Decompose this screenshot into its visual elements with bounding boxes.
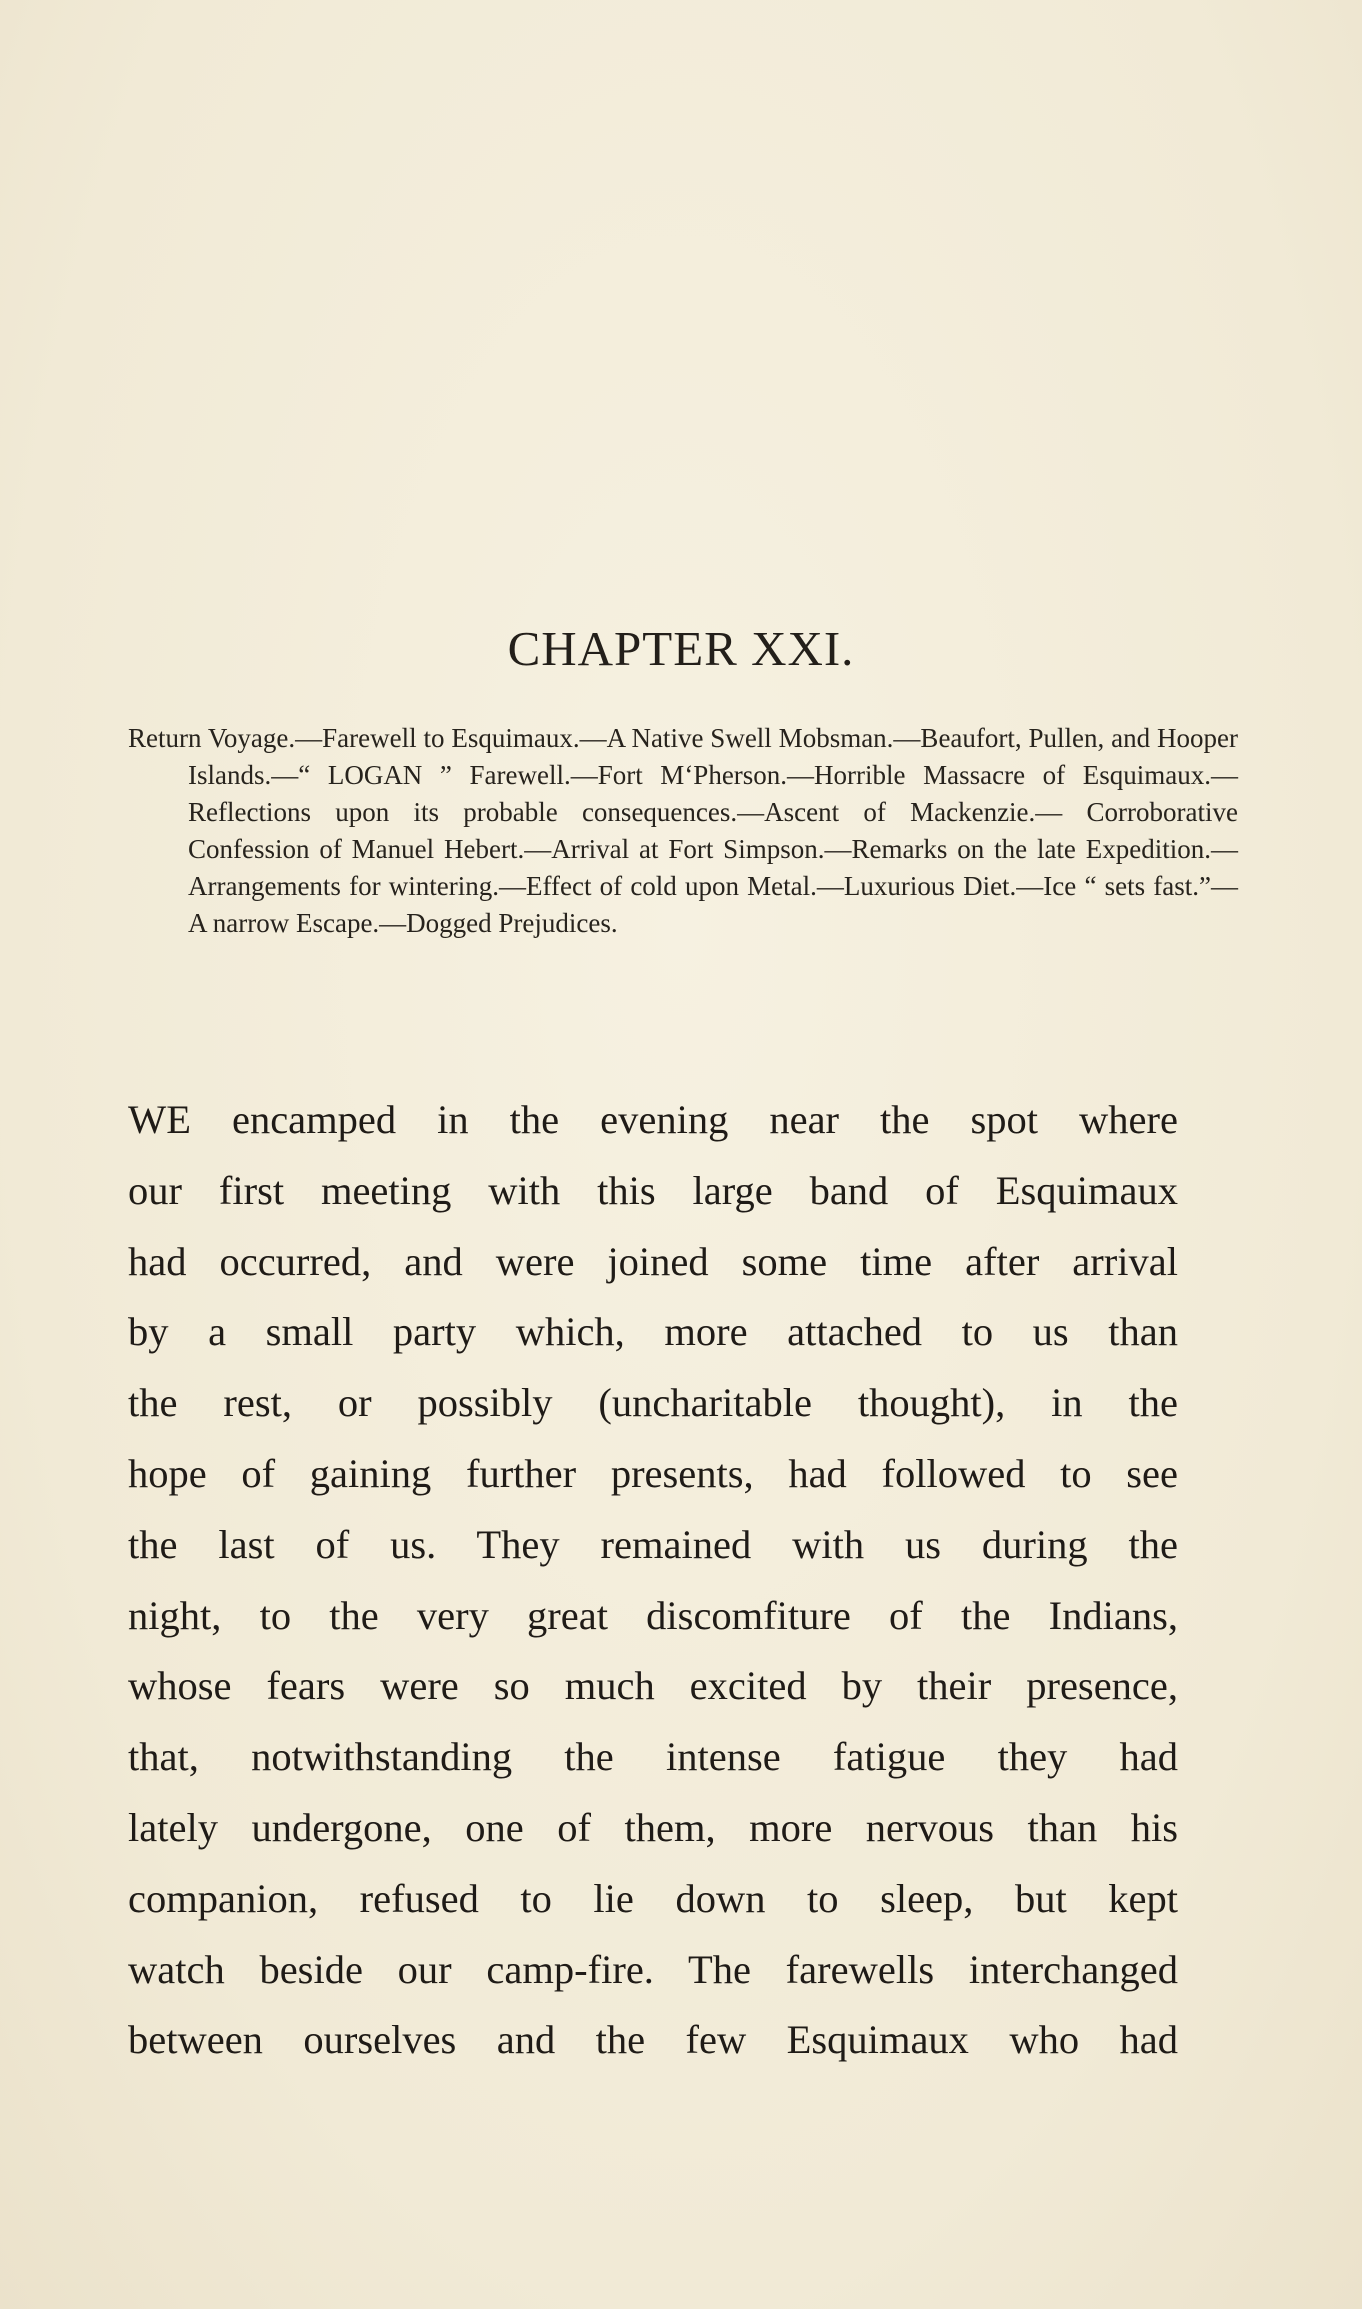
chapter-title: CHAPTER XXI.	[507, 621, 855, 676]
body-line: lately undergone, one of them, more nervous than his	[128, 1804, 1178, 1850]
body-line: that, notwithstanding the intense fatigue they had	[128, 1734, 1178, 1780]
body-line: night, to the very great discomfiture of the Indians,	[128, 1592, 1178, 1638]
body-line: the last of us. They remained with us during the	[128, 1521, 1178, 1567]
body-line: our first meeting with this large band of Esquimaux	[128, 1167, 1178, 1213]
body-line: had occurred, and were joined some time after arrival	[128, 1238, 1178, 1284]
body-line: companion, refused to lie down to sleep, but kept	[128, 1875, 1178, 1921]
body-line: hope of gaining further presents, had followed to see	[128, 1450, 1178, 1496]
body-line: watch beside our camp-fire. The farewells interchanged	[128, 1946, 1178, 1992]
body-line: by a small party which, more attached to us than	[128, 1309, 1178, 1355]
body-line: WE encamped in the evening near the spot where	[128, 1097, 1178, 1142]
body-text	[128, 1085, 1178, 2076]
chapter-summary: Return Voyage.—Farewell to Esquimaux.—A Native Swell Mobsman.—Beaufort, Pullen, and Hooper Islands.—“ LOGAN ” Farewell.—Fort M‘Pherson.—Horrible Massacre of Esquimaux.—Reflections upon its probable consequences.—Ascent of Mackenzie.— Corroborative Confession of Manuel Hebert.—Arrival at Fort Simpson.—Remarks on the late Expedition.—Arrangements for wintering.—Effect of cold upon Metal.—Luxurious Diet.—Ice “ sets fast.”—A narrow Escape.—Dogged Prejudices.	[128, 723, 1238, 938]
body-line: the rest, or possibly (uncharitable thought), in the	[128, 1380, 1178, 1426]
body-line: whose fears were so much excited by their presence,	[128, 1663, 1178, 1709]
body-line: between ourselves and the few Esquimaux who had	[128, 2017, 1178, 2063]
